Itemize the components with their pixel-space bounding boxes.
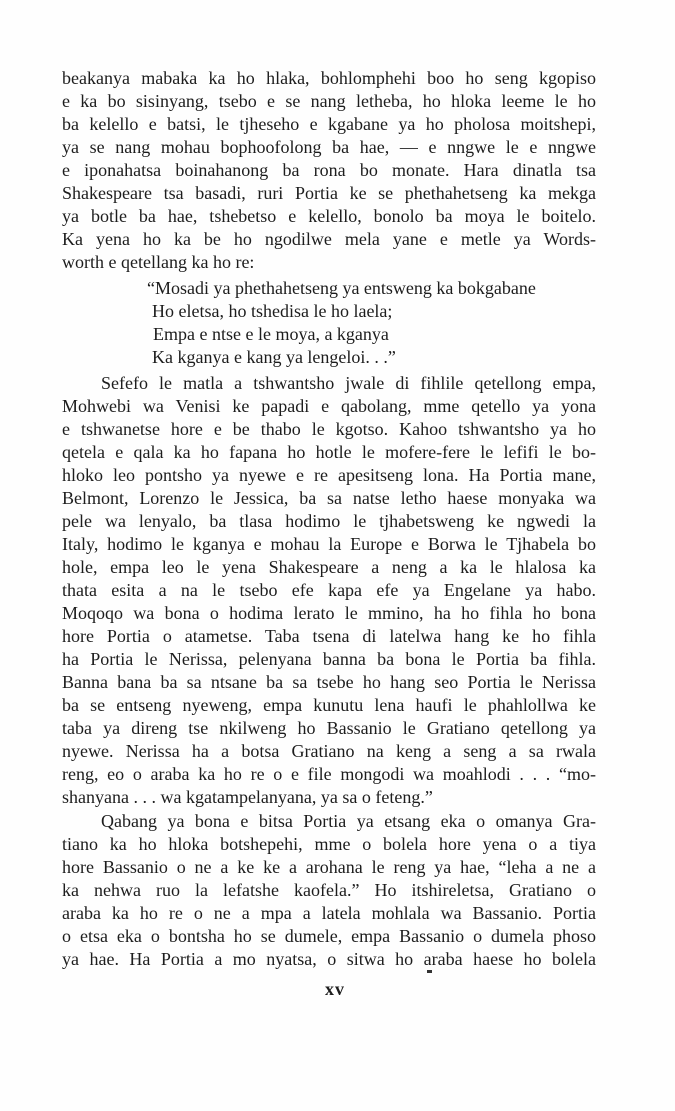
text-line: hole, empa leo le yena Shakespeare a neng a ka le hlalosa ka bbox=[62, 557, 596, 577]
text-line: ba se entseng nyeweng, empa kunutu lena haufi le phahlollwa ke bbox=[62, 695, 596, 715]
text-line: shanyana . . . wa kgatampelanyana, ya sa o feteng.” bbox=[62, 787, 433, 807]
text-line: hloko leo pontsho ya nyewe e re apesitseng lona. Ha Portia mane, bbox=[62, 465, 596, 485]
text-line: Moqoqo wa bona o hodima lerato le mmino, ha ho fihla ho bona bbox=[62, 603, 596, 623]
text-line: o etsa eka o bontsha ho se dumele, empa Bassanio o dumela phoso bbox=[62, 926, 596, 946]
text-line: hore Portia o atametse. Taba tsena di latelwa hang ke ho fihla bbox=[62, 626, 596, 646]
text-line: Shakespeare tsa basadi, ruri Portia ke se phethahetseng ka mekga bbox=[62, 183, 596, 203]
verse-line: Empa e ntse e le moya, a kganya bbox=[153, 324, 389, 344]
text-line: pele wa lenyalo, ba tlasa hodimo le tjhabetsweng ke ngwedi la bbox=[62, 511, 596, 531]
verse-line: Ho eletsa, ho tshedisa le ho laela; bbox=[152, 301, 393, 321]
text-line: Qabang ya bona e bitsa Portia ya etsang eka o omanya Gra- bbox=[101, 811, 596, 831]
text-line: Italy, hodimo le kganya e mohau la Europe e Borwa le Tjhabela bo bbox=[62, 534, 596, 554]
ink-speck bbox=[427, 970, 432, 973]
text-line: nyewe. Nerissa ha a botsa Gratiano na keng a seng a sa rwala bbox=[62, 741, 596, 761]
text-line: ba kelello e batsi, le tjheseho e kgabane ya ho pholosa moitshepi, bbox=[62, 114, 596, 134]
verse-line: Ka kganya e kang ya lengeloi. . .” bbox=[152, 347, 396, 367]
text-line: ya botle ba hae, tshebetso e kelello, bonolo ba moya le boitelo. bbox=[62, 206, 596, 226]
text-line: tiano ka ho hloka botshepehi, mme o bolela hore yena o a tiya bbox=[62, 834, 596, 854]
text-line: e ka bo sisinyang, tsebo e se nang letheba, ho hloka leeme le ho bbox=[62, 91, 596, 111]
text-line: e tshwanetse hore e be thabo le kgotso. Kahoo tshwantsho ya ho bbox=[62, 419, 596, 439]
text-line: reng, eo o araba ka ho re o e file mongodi wa moahlodi . . . “mo- bbox=[62, 764, 596, 784]
text-line: taba ya direng tse nkilweng ho Bassanio le Gratiano qetellong ya bbox=[62, 718, 596, 738]
text-line: ya hae. Ha Portia a mo nyatsa, o sitwa ho araba haese ho bolela bbox=[62, 949, 596, 969]
text-line: ha Portia le Nerissa, pelenyana banna ba bona le Portia ba fihla. bbox=[62, 649, 596, 669]
text-line: thata esita a na le tsebo efe kapa efe ya Engelane ya habo. bbox=[62, 580, 596, 600]
text-line: Sefefo le matla a tshwantsho jwale di fihlile qetellong empa, bbox=[101, 373, 596, 393]
page-number: xv bbox=[325, 979, 345, 999]
text-line: Ka yena ho ka be ho ngodilwe mela yane e metle ya Words- bbox=[62, 229, 596, 249]
text-line: beakanya mabaka ka ho hlaka, bohlomphehi boo ho seng kgopiso bbox=[62, 68, 596, 88]
verse-line: “Mosadi ya phethahetseng ya entsweng ka bokgabane bbox=[147, 278, 536, 298]
text-line: ya se nang mohau bophoofolong ba hae, — e nngwe le e nngwe bbox=[62, 137, 596, 157]
text-line: worth e qetellang ka ho re: bbox=[62, 252, 255, 272]
text-line: ka nehwa ruo la lefatshe kaofela.” Ho itshireletsa, Gratiano o bbox=[62, 880, 596, 900]
text-line: e iponahatsa boinahanong ba rona bo monate. Hara dinatla tsa bbox=[62, 160, 596, 180]
text-line: araba ka ho re o ne a mpa a latela mohlala wa Bassanio. Portia bbox=[62, 903, 596, 923]
text-line: Mohwebi wa Venisi ke papadi e qabolang, mme qetello ya yona bbox=[62, 396, 596, 416]
text-line: Belmont, Lorenzo le Jessica, ba sa natse letho haese monyaka wa bbox=[62, 488, 596, 508]
text-line: Banna bana ba sa ntsane ba sa tsebe ho hang seo Portia le Nerissa bbox=[62, 672, 596, 692]
text-line: qetela e qala ka ho fapana ho hotle le mofere-fere le lefifi le bo- bbox=[62, 442, 596, 462]
text-line: hore Bassanio o ne a ke ke a arohana le reng ya hae, “leha a ne a bbox=[62, 857, 596, 877]
